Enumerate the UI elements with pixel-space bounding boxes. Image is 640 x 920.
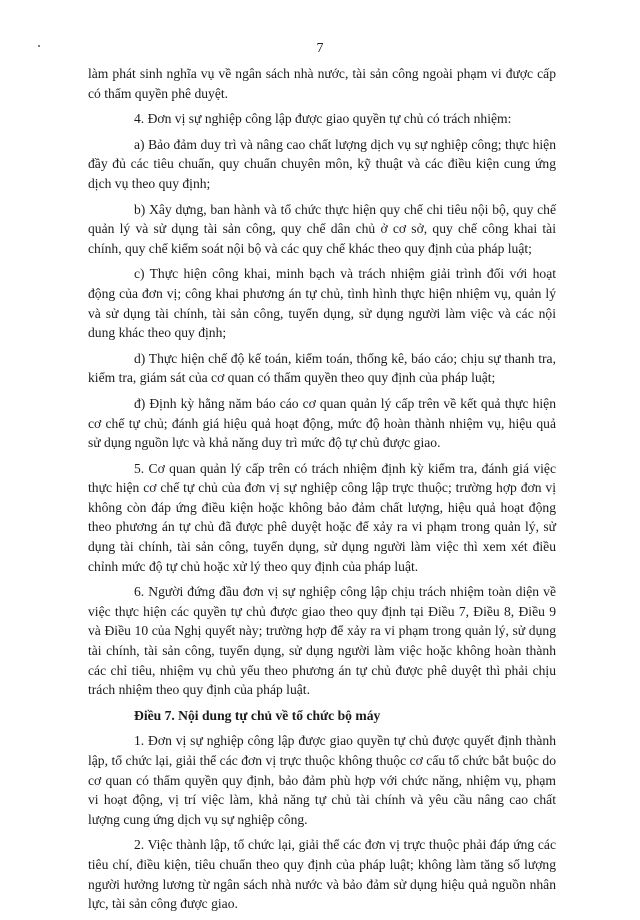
paragraph: 2. Việc thành lập, tổ chức lại, giải thể các đơn vị trực thuộc phải đáp ứng các tiêu chí, điều kiện, tiêu chuẩn theo quy định của pháp luật; không làm tăng số lượng người hưởng lương từ ngân sách nhà nước và bảo đảm sử dụng hiệu quả nguồn nhân lực, tài sản công được giao.: [88, 837, 556, 912]
paragraph: 1. Đơn vị sự nghiệp công lập được giao quyền tự chủ được quyết định thành lập, tổ chức lại, giải thể các đơn vị trực thuộc không thuộc cơ cấu tổ chức bắt buộc do cơ quan có thẩm quyền quy định, bảo đảm phù hợp với chức năng, nhiệm vụ, phạm vi hoạt động, vị trí việc làm, khả năng tự chủ tài chính và yêu cầu nâng cao chất lượng cung ứng dịch vụ sự nghiệp công.: [88, 733, 556, 827]
page-number: 7: [316, 41, 324, 56]
paragraph: a) Bảo đảm duy trì và nâng cao chất lượng dịch vụ sự nghiệp công; thực hiện đầy đủ các tiêu chuẩn, quy chuẩn chuyên môn, kỹ thuật và các điều kiện cung ứng dịch vụ theo quy định;: [88, 136, 556, 191]
document-body: [88, 64, 556, 920]
paragraph: 6. Người đứng đầu đơn vị sự nghiệp công lập chịu trách nhiệm toàn diện về việc thực hiện các quyền tự chủ được giao theo quy định tại Điều 7, Điều 8, Điều 9 và Điều 10 của Nghị quyết này; trường hợp để xảy ra vi phạm trong quản lý, sử dụng tài chính, tài sản công, tuyển dụng, sử dụng người làm việc hoặc không hoàn thành các chỉ tiêu, nhiệm vụ chủ yếu theo phương án tự chủ được phê duyệt thì phải chịu trách nhiệm theo quy định của pháp luật.: [88, 584, 556, 698]
paragraph: 5. Cơ quan quản lý cấp trên có trách nhiệm định kỳ kiểm tra, đánh giá việc thực hiện cơ chế tự chủ của đơn vị sự nghiệp công lập trực thuộc; trường hợp đơn vị không còn đáp ứng điều kiện hoặc không bảo đảm chất lượng, hiệu quả hoạt động theo phương án tự chủ đã được phê duyệt hoặc để xảy ra vi phạm trong quản lý, sử dụng tài chính, tài sản công, tuyển dụng, sử dụng người làm việc thì xem xét điều chỉnh mức độ tự chủ hoặc xử lý theo quy định của pháp luật.: [88, 460, 556, 574]
section-heading: Điều 7. Nội dung tự chủ về tổ chức bộ máy: [134, 707, 381, 723]
paragraph: c) Thực hiện công khai, minh bạch và trách nhiệm giải trình đối với hoạt động của đơn vị; công khai phương án tự chủ, tình hình thực hiện nhiệm vụ, quản lý và sử dụng tài chính, tài sản công, tuyển dụng, sử dụng người làm việc và các nội dung khác theo quy định;: [88, 266, 556, 341]
paragraph: d) Thực hiện chế độ kế toán, kiểm toán, thống kê, báo cáo; chịu sự thanh tra, kiểm tra, giám sát của cơ quan có thẩm quyền theo quy định của pháp luật;: [88, 350, 556, 386]
paragraph: 4. Đơn vị sự nghiệp công lập được giao quyền tự chủ có trách nhiệm:: [134, 111, 512, 127]
paragraph-continuation: làm phát sinh nghĩa vụ về ngân sách nhà nước, tài sản công ngoài phạm vi được cấp có thẩm quyền phê duyệt.: [88, 66, 556, 101]
paragraph: b) Xây dựng, ban hành và tổ chức thực hiện quy chế chi tiêu nội bộ, quy chế quản lý và sử dụng tài sản công, quy chế dân chủ ở cơ sở, quy chế công khai tài chính, quy chế kiểm soát nội bộ và các quy chế khác theo quy định của pháp luật;: [88, 201, 556, 256]
paragraph: đ) Định kỳ hằng năm báo cáo cơ quan quản lý cấp trên về kết quả thực hiện cơ chế tự chủ; đánh giá hiệu quả hoạt động, mức độ hoàn thành nhiệm vụ, hiệu quả sử dụng nguồn lực và khả năng duy trì mức độ tự chủ được giao.: [88, 395, 556, 451]
